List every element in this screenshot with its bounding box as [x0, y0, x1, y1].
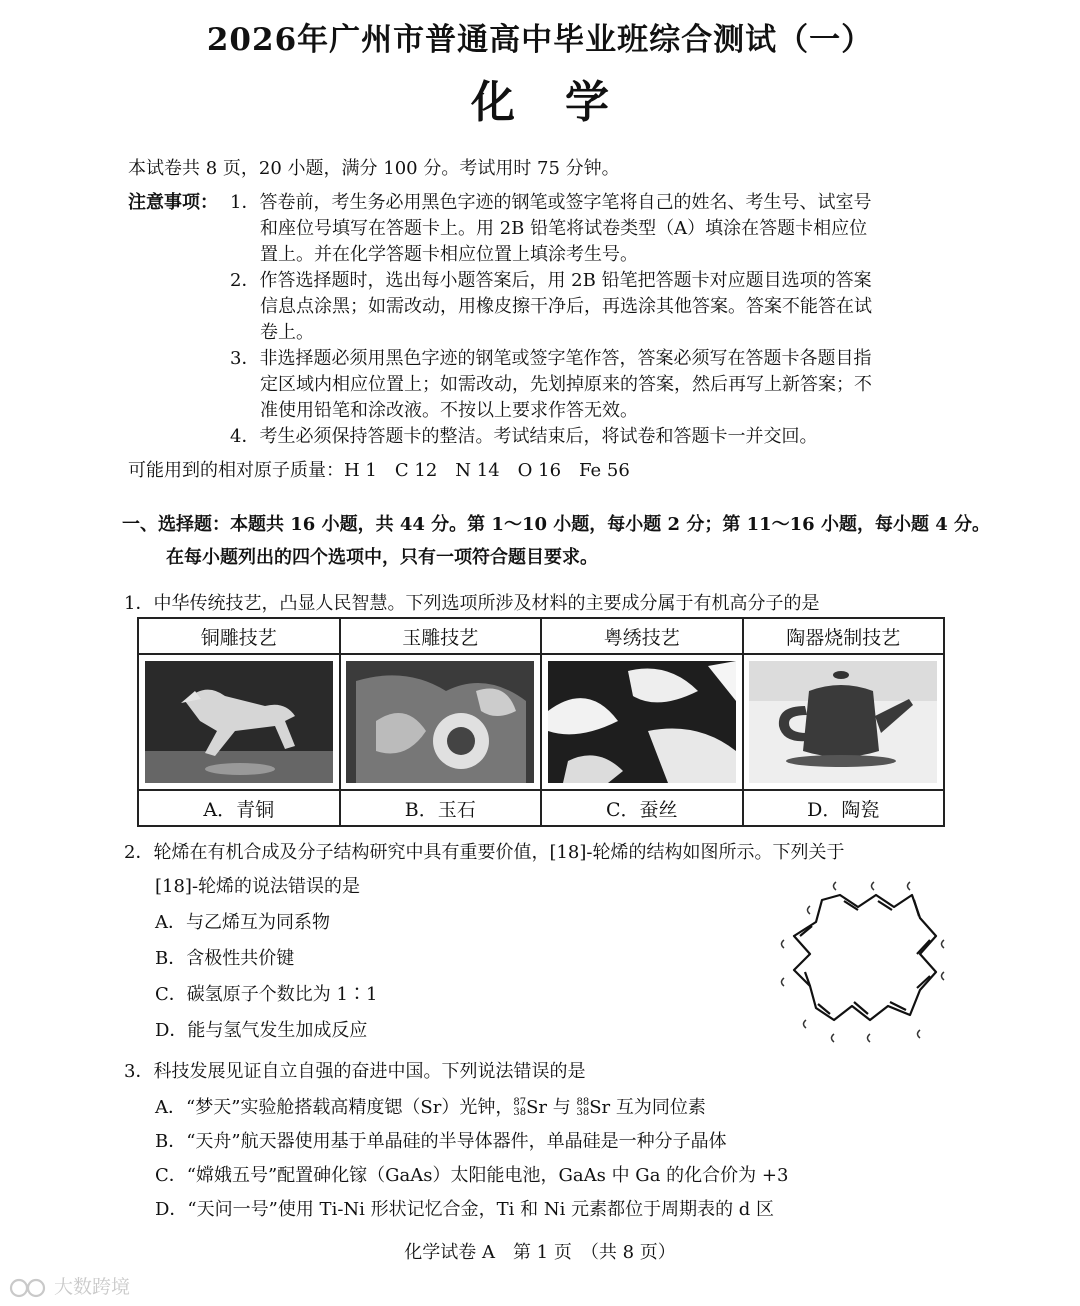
teapot-image: [749, 661, 937, 783]
annulene-structure-diagram: [770, 870, 950, 1060]
notice-label: 注意事项：: [128, 192, 218, 213]
subject-title: 化学: [471, 77, 659, 128]
q2-option-c: C．碳氢原子个数比为 1∶1: [155, 984, 378, 1005]
notice-line: 3．非选择题必须用黑色字迹的钢笔或签字笔作答，答案必须写在答题卡各题目指: [230, 348, 872, 369]
q3-option-d: D．“天问一号”使用 Ti-Ni 形状记忆合金，Ti 和 Ni 元素都位于周期表的 d 区: [155, 1199, 775, 1220]
q1-stem: 1．中华传统技艺，凸显人民智慧。下列选项所涉及材料的主要成分属于有机高分子的是: [124, 593, 820, 614]
q2-option-a: A．与乙烯互为同系物: [155, 912, 330, 933]
watermark: [8, 1272, 130, 1299]
q1-header-bronze: 铜雕技艺: [138, 618, 340, 654]
jade-carving-image: [346, 661, 534, 783]
notice-line: 信息点涂黑；如需改动，用橡皮擦干净后，再选涂其他答案。答案不能答在试: [260, 296, 872, 317]
q1-header-embroidery: 粤绣技艺: [541, 618, 743, 654]
q2-stem-cont: [18]-轮烯的说法错误的是: [155, 876, 361, 897]
notice-line: 2．作答选择题时，选出每小题答案后，用 2B 铅笔把答题卡对应题目选项的答案: [230, 270, 872, 291]
notice-line: 4．考生必须保持答题卡的整洁。考试结束后，将试卷和答题卡一并交回。: [230, 426, 818, 447]
page-footer: 化学试卷 A 第 1 页 （共 8 页）: [404, 1242, 676, 1263]
q1-option-b: B．玉石: [340, 790, 542, 826]
notice-line: 1．答卷前，考生务必用黑色字迹的钢笔或签字笔将自己的姓名、考生号、试室号: [230, 192, 872, 213]
section-subheading: 在每小题列出的四个选项中，只有一项符合题目要求。: [166, 547, 598, 568]
q3-option-a-end: 互为同位素: [610, 1097, 706, 1118]
isotope-numbers-2: [576, 1098, 589, 1118]
bronze-horse-image: [145, 661, 333, 783]
watermark-logo-icon: [8, 1277, 48, 1299]
exam-intro: 本试卷共 8 页，20 小题，满分 100 分。考试用时 75 分钟。: [128, 158, 620, 179]
section-heading: 一、选择题：本题共 16 小题，共 44 分。第 1～10 小题，每小题 2 分；第 11～16 小题，每小题 4 分。: [122, 514, 991, 535]
atomic-masses: 可能用到的相对原子质量：H 1 C 12 N 14 O 16 Fe 56: [128, 460, 630, 481]
q3-option-a-mid: 与: [547, 1097, 577, 1118]
q3-option-b: B．“天舟”航天器使用基于单晶硅的半导体器件，单晶硅是一种分子晶体: [155, 1131, 727, 1152]
watermark-text: 大数跨境: [54, 1276, 131, 1298]
q2-stem: 2．轮烯在有机合成及分子结构研究中具有重要价值，[18]-轮烯的结构如图所示。下列关于: [124, 842, 845, 863]
q1-option-a: A．青铜: [138, 790, 340, 826]
q1-header-jade: 玉雕技艺: [340, 618, 542, 654]
q3-option-a: [155, 1093, 706, 1119]
notice-line: 准使用铅笔和涂改液。不按以上要求作答无效。: [260, 400, 638, 421]
isotope-numbers-1: [513, 1098, 526, 1118]
exam-title: 2026年广州市普通高中毕业班综合测试（一）: [206, 22, 874, 58]
notice-line: 定区域内相应位置上；如需改动，先划掉原来的答案，然后再写上新答案；不: [260, 374, 872, 395]
q3-option-a-text: A．“梦天”实验舱搭载高精度锶（Sr）光钟，: [155, 1097, 514, 1118]
q1-option-d: D．陶瓷: [743, 790, 945, 826]
mass-number: 87: [513, 1097, 527, 1108]
element-symbol: Sr: [589, 1097, 611, 1118]
notice-line: 和座位号填写在答题卡上。用 2B 铅笔将试卷类型（A）填涂在答题卡相应位: [260, 218, 868, 239]
q2-option-d: D．能与氢气发生加成反应: [155, 1020, 368, 1041]
mass-number: 88: [576, 1097, 590, 1108]
atomic-number: 38: [576, 1107, 590, 1118]
q2-option-b: B．含极性共价键: [155, 948, 295, 969]
q3-option-c: C．“嫦娥五号”配置砷化镓（GaAs）太阳能电池，GaAs 中 Ga 的化合价为 +3: [155, 1165, 789, 1186]
q3-stem: 3．科技发展见证自立自强的奋进中国。下列说法错误的是: [124, 1061, 586, 1082]
notice-line: 置上。并在化学答题卡相应位置上填涂考生号。: [260, 244, 638, 265]
atomic-number: 38: [513, 1107, 527, 1118]
q1-header-pottery: 陶器烧制技艺: [743, 618, 945, 654]
element-symbol: Sr: [526, 1097, 548, 1118]
embroidery-image: [548, 661, 736, 783]
q1-option-c: C．蚕丝: [541, 790, 743, 826]
q1-options-table: [137, 617, 945, 827]
notice-line: 卷上。: [260, 322, 314, 343]
